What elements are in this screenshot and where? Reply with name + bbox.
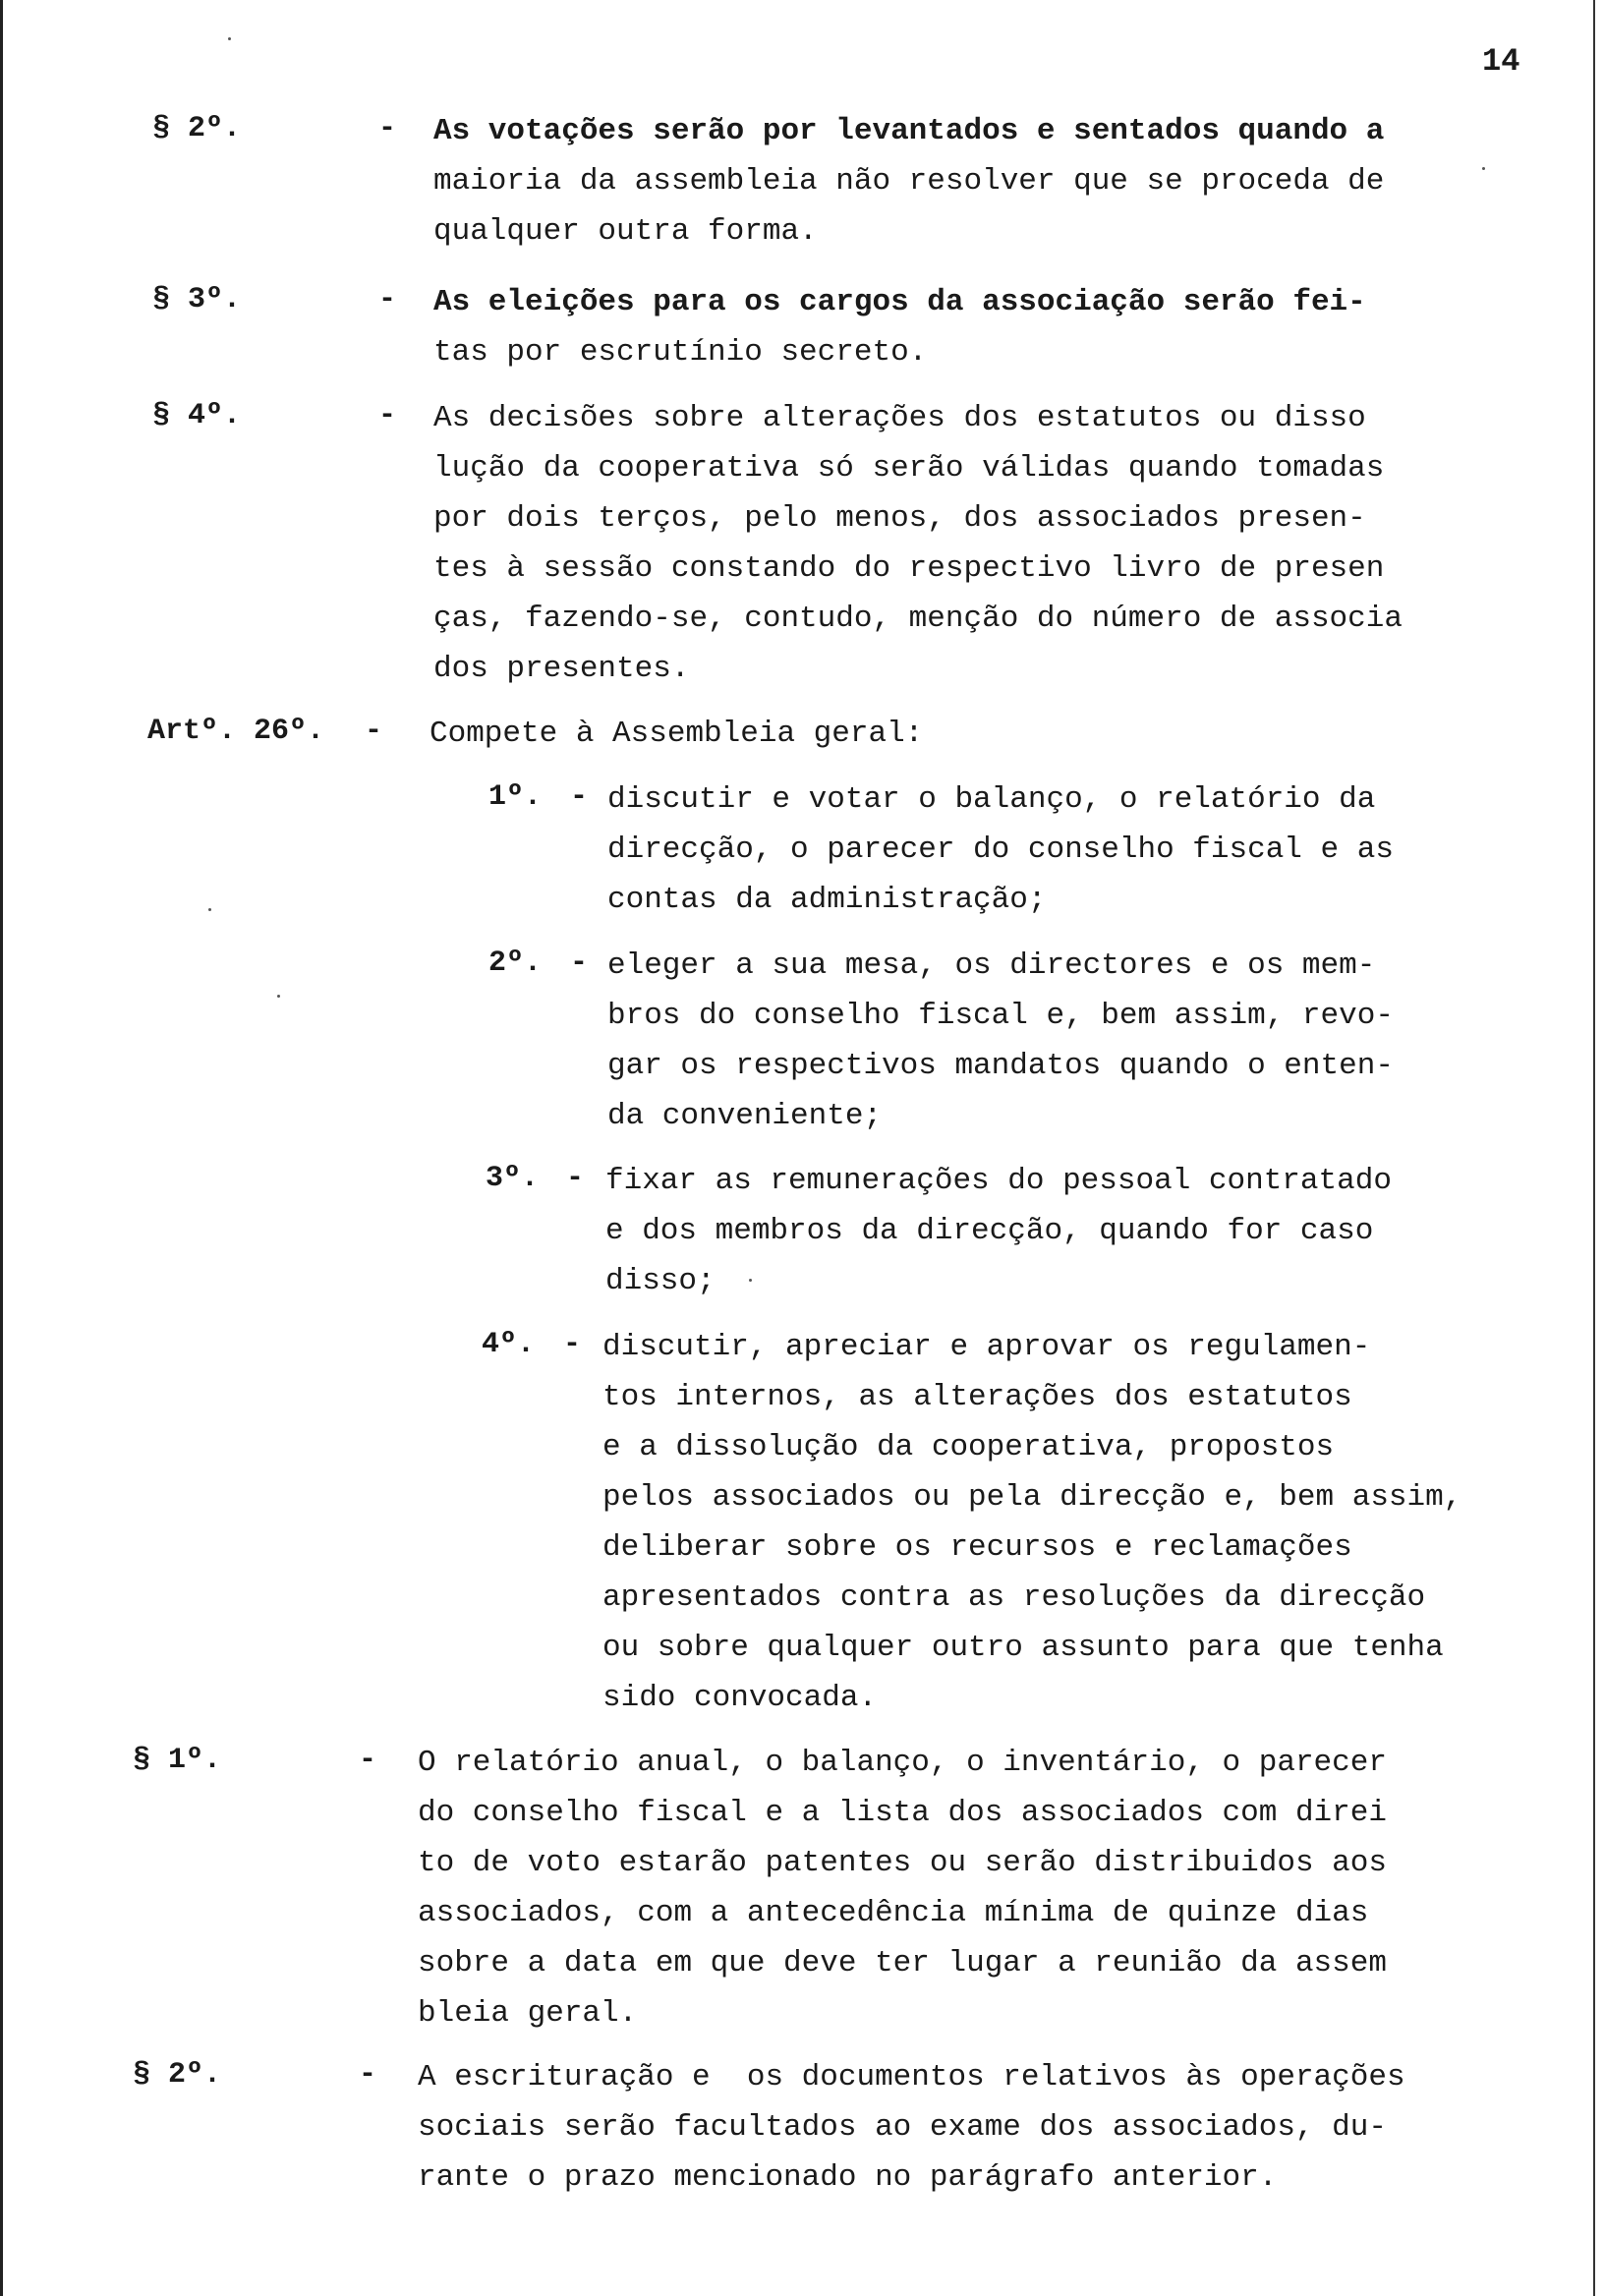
- text-line: lução da cooperativa só serão válidas quando tomadas: [433, 451, 1385, 486]
- text-line: contas da administração;: [607, 883, 1047, 917]
- text-line: O relatório anual, o balanço, o inventário, o parecer: [418, 1746, 1387, 1780]
- dash: -: [378, 283, 397, 316]
- text-line: sociais serão facultados ao exame dos associados, du-: [418, 2110, 1387, 2145]
- text-line: disso;: [605, 1264, 716, 1298]
- text-line: e a dissolução da cooperativa, propostos: [602, 1430, 1335, 1464]
- text-line: fixar as remunerações do pessoal contratado: [605, 1164, 1392, 1198]
- dash: -: [566, 1162, 585, 1195]
- scan-speck: [749, 1279, 752, 1282]
- scan-speck: [1482, 167, 1485, 170]
- text-line: bros do conselho fiscal e, bem assim, revo-: [607, 999, 1394, 1033]
- dash: -: [378, 399, 397, 432]
- text-line: A escrituração e os documentos relativos às operações: [418, 2060, 1405, 2095]
- article-label: Artº. 26º.: [147, 715, 325, 748]
- text-line: As eleições para os cargos da associação serão fei-: [433, 285, 1366, 319]
- text-line: sido convocada.: [602, 1681, 878, 1715]
- dash: -: [570, 780, 589, 814]
- dash: -: [359, 1744, 377, 1777]
- scan-speck: [208, 908, 211, 911]
- text-line: associados, com a antecedência mínima de quinze dias: [418, 1896, 1369, 1930]
- text-line: to de voto estarão patentes ou serão distribuidos aos: [418, 1846, 1387, 1880]
- article-intro: Compete à Assembleia geral:: [430, 717, 924, 751]
- text-line: qualquer outra forma.: [433, 214, 818, 249]
- dash: -: [359, 2058, 377, 2092]
- scan-speck: [228, 37, 231, 40]
- text-line: bleia geral.: [418, 1996, 638, 2031]
- text-line: por dois terços, pelo menos, dos associados presen-: [433, 501, 1366, 536]
- text-line: discutir, apreciar e aprovar os regulamen-: [602, 1330, 1371, 1364]
- text-line: As decisões sobre alterações dos estatutos ou disso: [433, 401, 1366, 435]
- text-line: tos internos, as alterações dos estatutos: [602, 1380, 1352, 1414]
- text-line: deliberar sobre os recursos e reclamações: [602, 1530, 1352, 1565]
- text-line: gar os respectivos mandatos quando o enten-: [607, 1049, 1394, 1083]
- text-line: tas por escrutínio secreto.: [433, 335, 928, 370]
- dash: -: [563, 1328, 582, 1361]
- text-line: direcção, o parecer do conselho fiscal e as: [607, 832, 1394, 867]
- text-line: do conselho fiscal e a lista dos associados com direi: [418, 1796, 1387, 1830]
- dash: -: [570, 947, 589, 980]
- section-label: § 3º.: [152, 283, 242, 316]
- text-line: tes à sessão constando do respectivo livro de presen: [433, 551, 1385, 586]
- scan-speck: [277, 995, 280, 998]
- text-line: maioria da assembleia não resolver que se proceda de: [433, 164, 1385, 199]
- dash: -: [365, 715, 383, 748]
- page-right-edge: [1593, 0, 1595, 2296]
- item-number: 1º.: [488, 780, 543, 814]
- text-line: da conveniente;: [607, 1099, 883, 1133]
- text-line: eleger a sua mesa, os directores e os mem-: [607, 948, 1376, 983]
- section-label: § 1º.: [133, 1744, 222, 1777]
- text-line: e dos membros da direcção, quando for caso: [605, 1214, 1374, 1248]
- item-number: 4º.: [482, 1328, 536, 1361]
- text-line: discutir e votar o balanço, o relatório da: [607, 782, 1376, 817]
- text-line: As votações serão por levantados e sentados quando a: [433, 114, 1385, 148]
- text-line: rante o prazo mencionado no parágrafo anterior.: [418, 2160, 1278, 2195]
- page-number: 14: [1482, 43, 1520, 80]
- section-label: § 2º.: [133, 2058, 222, 2092]
- text-line: apresentados contra as resoluções da direcção: [602, 1580, 1426, 1615]
- text-line: dos presentes.: [433, 652, 690, 686]
- section-label: § 2º.: [152, 112, 242, 145]
- section-label: § 4º.: [152, 399, 242, 432]
- dash: -: [378, 112, 397, 145]
- text-line: pelos associados ou pela direcção e, bem assim,: [602, 1480, 1462, 1515]
- text-line: sobre a data em que deve ter lugar a reunião da assem: [418, 1946, 1387, 1980]
- text-line: ou sobre qualquer outro assunto para que tenha: [602, 1631, 1444, 1665]
- text-line: ças, fazendo-se, contudo, menção do número de associa: [433, 602, 1403, 636]
- item-number: 3º.: [486, 1162, 540, 1195]
- item-number: 2º.: [488, 947, 543, 980]
- page-left-edge: [0, 0, 3, 2296]
